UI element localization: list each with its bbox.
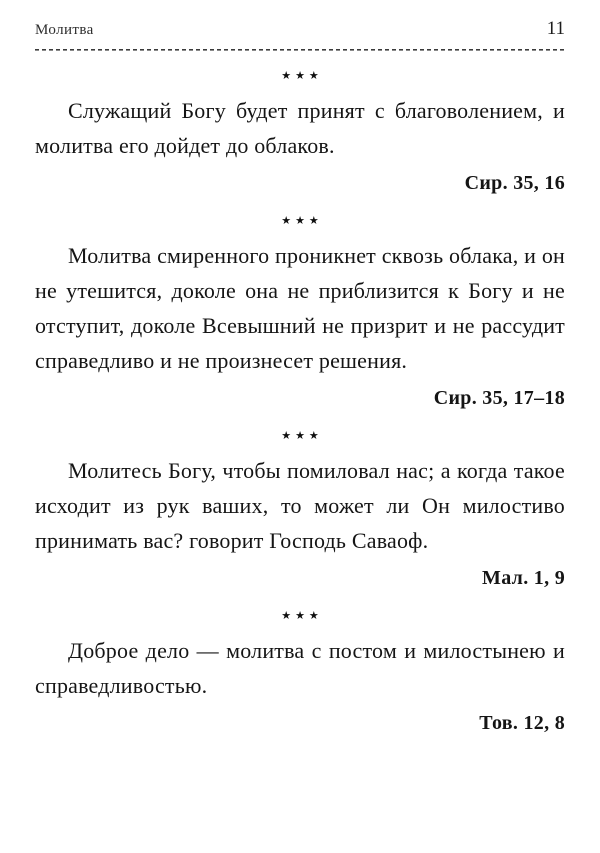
quote-text: Молитесь Богу, чтобы помиловал нас; а когда такое исходит из рук ваших, то может ли Он милостиво принимать вас? говорит Господь Саваоф. xyxy=(35,458,565,553)
section-divider-stars-icon: ★★★ xyxy=(281,610,323,622)
quote-section-3 xyxy=(35,429,565,591)
section-divider-stars-icon: ★★★ xyxy=(281,215,323,227)
section-divider-stars-icon: ★★★ xyxy=(281,70,323,82)
quote-section-4 xyxy=(35,609,565,736)
quote-text: Служащий Богу будет принят с благоволением, и молитва его дойдет до облаков. xyxy=(35,98,565,158)
header-dashed-rule xyxy=(35,49,565,51)
running-title: Молитва xyxy=(35,22,94,38)
quote-section-2 xyxy=(35,214,565,411)
section-divider-stars-icon: ★★★ xyxy=(281,430,323,442)
page-content xyxy=(35,69,565,736)
quote-citation: Сир. 35, 17–18 xyxy=(433,387,565,409)
quote-section-1 xyxy=(35,69,565,196)
quote-citation: Мал. 1, 9 xyxy=(482,567,565,589)
quote-text: Молитва смиренного проникнет сквозь облака, и он не утешится, доколе она не приблизится к Богу и не отступит, доколе Всевышний не призрит и не рассудит справедливо и не произнесет решения. xyxy=(35,243,565,373)
quote-citation: Тов. 12, 8 xyxy=(479,712,565,734)
page-number: 11 xyxy=(546,18,565,39)
quote-text: Доброе дело — молитва с постом и милостынею и справедливостью. xyxy=(35,638,565,698)
quote-citation: Сир. 35, 16 xyxy=(464,172,565,194)
page-header xyxy=(35,18,565,42)
